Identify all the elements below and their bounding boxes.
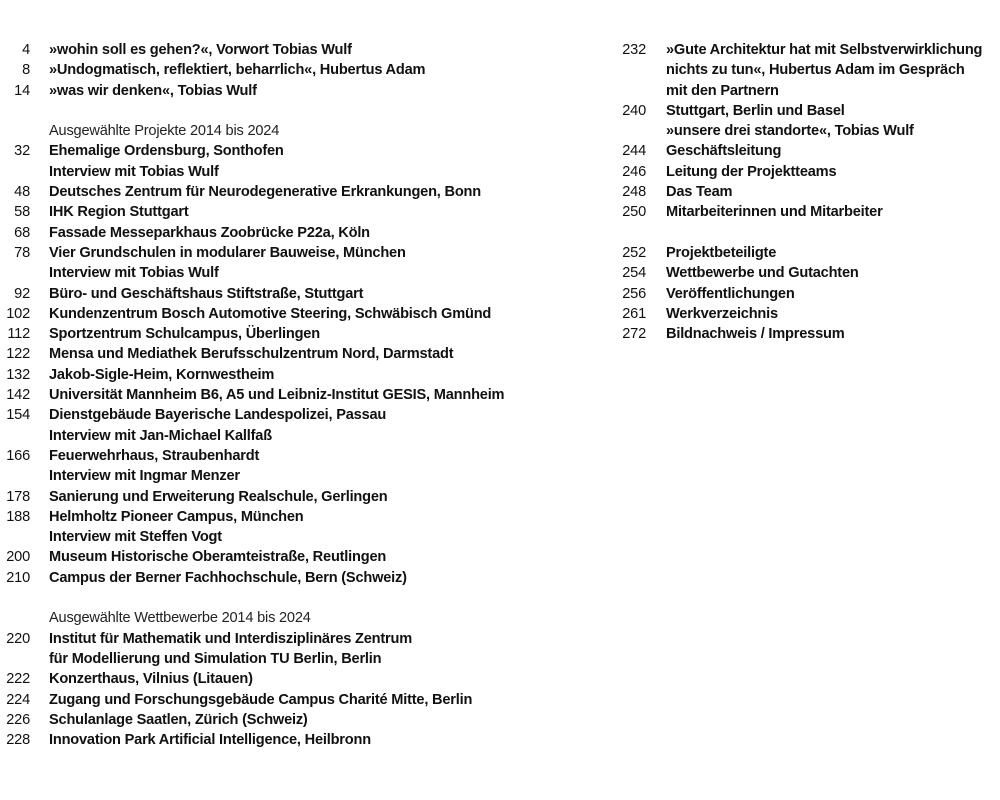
entry-title [49,284,363,304]
entry-title-line: Leitung der Projektteams [666,163,837,180]
entry-title-line: Sanierung und Erweiterung Realschule, Gerlingen [49,488,388,505]
entry-title-line: Universität Mannheim B6, A5 und Leibniz-Institut GESIS, Mannheim [49,387,505,404]
page-number: 272 [622,326,646,343]
entry-title-line: Konzerthaus, Vilnius (Litauen) [49,671,253,688]
page-number: 112 [7,326,30,343]
page-number: 68 [14,224,30,241]
page-number: 92 [14,285,30,302]
entry-title-line: Zugang und Forschungsgebäude Campus Charité Mitte, Berlin [49,691,473,708]
page-number: 210 [6,569,30,586]
entry-title-line: Innovation Park Artificial Intelligence, Heilbronn [49,732,371,749]
toc-entry[interactable] [0,568,560,588]
toc-entry[interactable] [612,182,1000,202]
entry-title-line: IHK Region Stuttgart [49,204,189,221]
toc-entry[interactable] [0,507,560,548]
right-list-1 [612,40,1000,223]
entry-title-line: Vier Grundschulen in modularer Bauweise, München [49,244,406,261]
toc-entry[interactable] [0,710,560,730]
page-number: 248 [622,184,646,201]
entry-title [49,344,453,364]
entry-title [49,446,259,487]
page-number: 220 [6,630,30,647]
page-number: 232 [622,42,646,58]
toc-entry[interactable] [0,202,560,222]
entry-title-line: Interview mit Steffen Vogt [49,529,222,546]
page-number: 78 [14,244,30,261]
entry-title-line: Museum Historische Oberamteistraße, Reutlingen [49,549,387,566]
page-number: 224 [6,691,30,708]
page-number: 58 [14,204,30,221]
toc-entry[interactable] [612,101,1000,142]
toc-entry[interactable] [0,405,560,446]
entry-title [49,629,412,670]
toc-entry[interactable] [0,304,560,324]
page-number: 8 [22,62,30,79]
toc-entry[interactable] [0,182,560,202]
entry-title-line: Dienstgebäude Bayerische Landespolizei, Passau [49,407,387,424]
entry-title-line: Das Team [666,184,733,201]
entry-title [49,690,472,710]
page-number: 228 [6,732,30,749]
entry-title [666,141,781,161]
page-number: 166 [6,447,30,464]
entry-title [49,710,308,730]
page-number: 4 [22,42,30,58]
entry-title [666,284,795,304]
entry-title [49,405,386,446]
page-number: 188 [6,508,30,525]
entry-title [666,162,836,182]
toc-entry[interactable] [0,730,560,750]
entry-title-line: »was wir denken«, Tobias Wulf [49,82,257,99]
entry-title-line: Feuerwehrhaus, Straubenhardt [49,447,260,464]
spacer [0,101,560,121]
toc-entry[interactable] [0,344,560,364]
toc-entry[interactable] [612,202,1000,222]
entry-title-line: Projektbeteiligte [666,244,777,261]
entry-title [49,141,284,182]
toc-entry[interactable] [0,243,560,284]
entry-title [666,243,776,263]
entry-title-line: Mensa und Mediathek Berufsschulzentrum Nord, Darmstadt [49,346,454,363]
toc-entry[interactable] [612,263,1000,283]
page-number: 256 [622,285,646,302]
entry-title-line: Bildnachweis / Impressum [666,326,845,343]
entry-title [49,182,481,202]
page-number: 102 [6,305,30,322]
entry-title [49,324,320,344]
entry-title [49,507,304,548]
entry-title-line: Kundenzentrum Bosch Automotive Steering, Schwäbisch Gmünd [49,305,492,322]
toc-entry[interactable] [0,629,560,670]
page-number: 200 [6,549,30,566]
toc-entry[interactable] [0,81,560,101]
entry-title-line: Interview mit Ingmar Menzer [49,468,240,485]
toc-entry[interactable] [0,141,560,182]
page-number: 48 [14,184,30,201]
entry-title [49,223,370,243]
spacer [612,223,1000,243]
entry-title-line: Geschäftsleitung [666,143,782,160]
toc-entry[interactable] [612,40,1000,101]
right-list-2 [612,243,1000,344]
entry-title-line: Wettbewerbe und Gutachten [666,265,859,282]
page-number: 254 [622,265,646,282]
entry-title [49,487,387,507]
toc-entry[interactable] [0,324,560,344]
toc-entry[interactable] [0,669,560,689]
page-number: 142 [6,387,30,404]
entry-title-line: Deutsches Zentrum für Neurodegenerative Erkrankungen, Bonn [49,184,481,201]
entry-title [666,202,883,222]
entry-title-line: Fassade Messeparkhaus Zoobrücke P22a, Köln [49,224,370,241]
toc-entry[interactable] [612,324,1000,344]
entry-title [49,81,257,101]
competitions-heading: Ausgewählte Wettbewerbe 2014 bis 2024 [49,610,311,627]
toc-entry[interactable] [0,284,560,304]
entry-title-line: Jakob-Sigle-Heim, Kornwestheim [49,366,275,383]
entry-title [49,385,504,405]
entry-title-line: mit den Partnern [666,82,779,99]
toc-entry[interactable] [0,446,560,487]
entry-title [666,101,914,142]
toc-entry[interactable] [0,547,560,567]
page-number: 154 [6,407,30,424]
toc-entry[interactable] [612,141,1000,161]
entry-title-line: nichts zu tun«, Hubertus Adam im Gespräch [666,62,965,79]
entry-title-line: Interview mit Tobias Wulf [49,163,219,180]
entry-title-line: Ehemalige Ordensburg, Sonthofen [49,143,284,160]
page-number: 244 [622,143,646,160]
entry-title [49,60,425,80]
projects-list [0,141,560,588]
entry-title [49,243,406,284]
page-number: 32 [14,143,30,160]
entry-title-line: »wohin soll es gehen?«, Vorwort Tobias Wulf [49,42,352,58]
toc-entry[interactable] [612,304,1000,324]
entry-title [666,304,778,324]
entry-title-line: Mitarbeiterinnen und Mitarbeiter [666,204,883,221]
page-number: 178 [6,488,30,505]
toc-entry[interactable] [612,284,1000,304]
toc-entry[interactable] [0,40,560,60]
entry-title-line: Sportzentrum Schulcampus, Überlingen [49,326,320,343]
toc-entry[interactable] [612,162,1000,182]
entry-title-line: Büro- und Geschäftshaus Stiftstraße, Stuttgart [49,285,364,302]
toc-entry[interactable] [0,223,560,243]
entry-title-line: »unsere drei standorte«, Tobias Wulf [666,123,914,140]
page-number: 250 [622,204,646,221]
entry-title-line: Institut für Mathematik und Interdisziplinäres Zentrum [49,630,412,647]
entry-title [666,324,845,344]
toc-right-column [612,40,1000,344]
page-number: 222 [6,671,30,688]
toc-entry[interactable] [0,690,560,710]
toc-entry[interactable] [0,487,560,507]
entry-title [666,263,859,283]
entry-title [666,182,732,202]
entry-title [49,40,352,60]
spacer [0,588,560,608]
page-number: 14 [14,82,30,99]
entry-title-line: für Modellierung und Simulation TU Berlin, Berlin [49,650,382,667]
competitions-list [0,629,560,751]
toc-entry[interactable] [0,385,560,405]
entry-title [49,568,407,588]
entry-title [49,365,274,385]
entry-title-line: Schulanlage Saatlen, Zürich (Schweiz) [49,711,308,728]
entry-title-line: »Gute Architektur hat mit Selbstverwirklichung [666,42,983,58]
intro-list [0,40,560,101]
entry-title-line: Veröffentlichungen [666,285,795,302]
entry-title [49,547,386,567]
toc-left-column [0,40,560,750]
page-number: 246 [622,163,646,180]
page-number: 132 [6,366,30,383]
entry-title-line: Campus der Berner Fachhochschule, Bern (Schweiz) [49,569,407,586]
entry-title-line: »Undogmatisch, reflektiert, beharrlich«, Hubertus Adam [49,62,426,79]
entry-title-line: Stuttgart, Berlin und Basel [666,102,845,119]
entry-title-line: Interview mit Tobias Wulf [49,265,219,282]
entry-title-line: Interview mit Jan-Michael Kallfaß [49,427,272,444]
toc-entry[interactable] [612,243,1000,263]
page-number: 252 [622,244,646,261]
entry-title [49,669,253,689]
entry-title [49,730,371,750]
page-number: 122 [6,346,30,363]
entry-title-line: Helmholtz Pioneer Campus, München [49,508,304,525]
entry-title-line: Werkverzeichnis [666,305,778,322]
entry-title [49,304,491,324]
page-number: 240 [622,102,646,119]
entry-title [49,202,189,222]
projects-heading: Ausgewählte Projekte 2014 bis 2024 [49,123,280,140]
toc-entry[interactable] [0,60,560,80]
page-number: 226 [6,711,30,728]
page-number: 261 [622,305,646,322]
entry-title [666,40,982,101]
toc-entry[interactable] [0,365,560,385]
